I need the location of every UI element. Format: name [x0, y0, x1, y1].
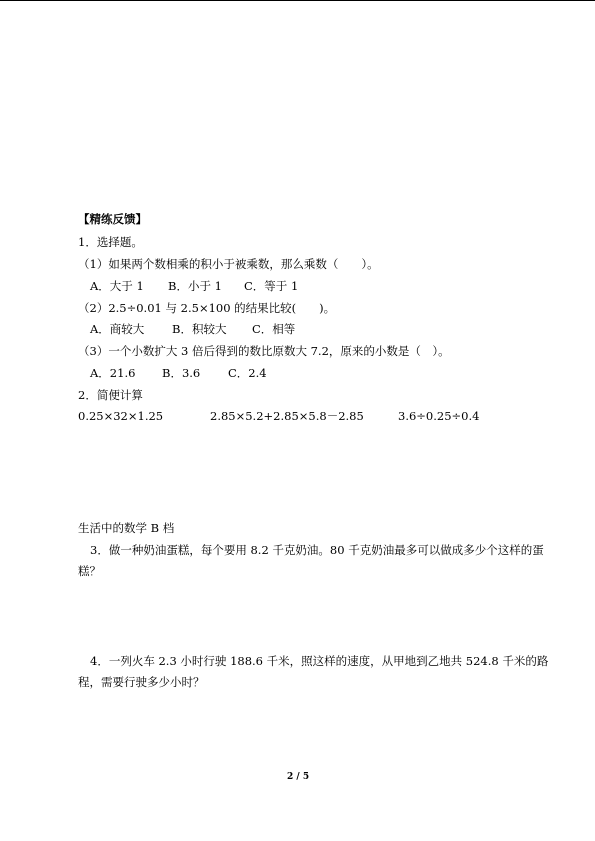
q4-line-1: 4．一列火车 2.3 小时行驶 188.6 千米，照这样的速度，从甲地到乙地共 524.8 千米的路	[90, 654, 549, 668]
q2-expr-1: 0.25×32×1.25	[78, 409, 164, 423]
q1-sub1-option-c: C．等于 1	[244, 279, 299, 293]
q2-expr-2: 2.85×5.2+2.85×5.8－2.85	[210, 409, 364, 423]
q1-sub1-stem: （1）如果两个数相乘的积小于被乘数，那么乘数（ ）。	[78, 257, 379, 271]
q1-sub3-option-b: B．3.6	[162, 366, 201, 380]
q1-sub3-option-c: C．2.4	[228, 366, 267, 380]
q2-title: 2．简便计算	[78, 388, 143, 402]
q1-sub3-option-a: A．21.6	[90, 366, 136, 380]
q1-sub1-option-b: B．小于 1	[168, 279, 222, 293]
section-b-title: 生活中的数学 B 档	[78, 521, 175, 535]
q2-expr-3: 3.6÷0.25÷0.4	[398, 409, 480, 423]
section-title: 【精练反馈】	[78, 212, 147, 226]
q1-sub2-stem: （2）2.5÷0.01 与 2.5×100 的结果比较( )。	[78, 301, 336, 315]
q1-sub3-stem: （3）一个小数扩大 3 倍后得到的数比原数大 7.2，原来的小数是（ ）。	[78, 344, 450, 358]
q4-line-2: 程，需要行驶多少小时？	[78, 675, 205, 689]
q1-sub2-option-c: C．相等	[252, 322, 296, 336]
q3-line-2: 糕？	[78, 564, 101, 578]
page-number: 2 / 5	[287, 772, 310, 782]
q1-sub1-option-a: A．大于 1	[90, 279, 144, 293]
top-border-line	[0, 0, 595, 1]
q1-title: 1．选择题。	[78, 235, 143, 249]
q1-sub2-option-a: A．商较大	[90, 322, 145, 336]
q3-line-1: 3．做一种奶油蛋糕，每个要用 8.2 千克奶油。80 千克奶油最多可以做成多少个这样的蛋	[90, 543, 544, 557]
q1-sub2-option-b: B．积较大	[172, 322, 227, 336]
